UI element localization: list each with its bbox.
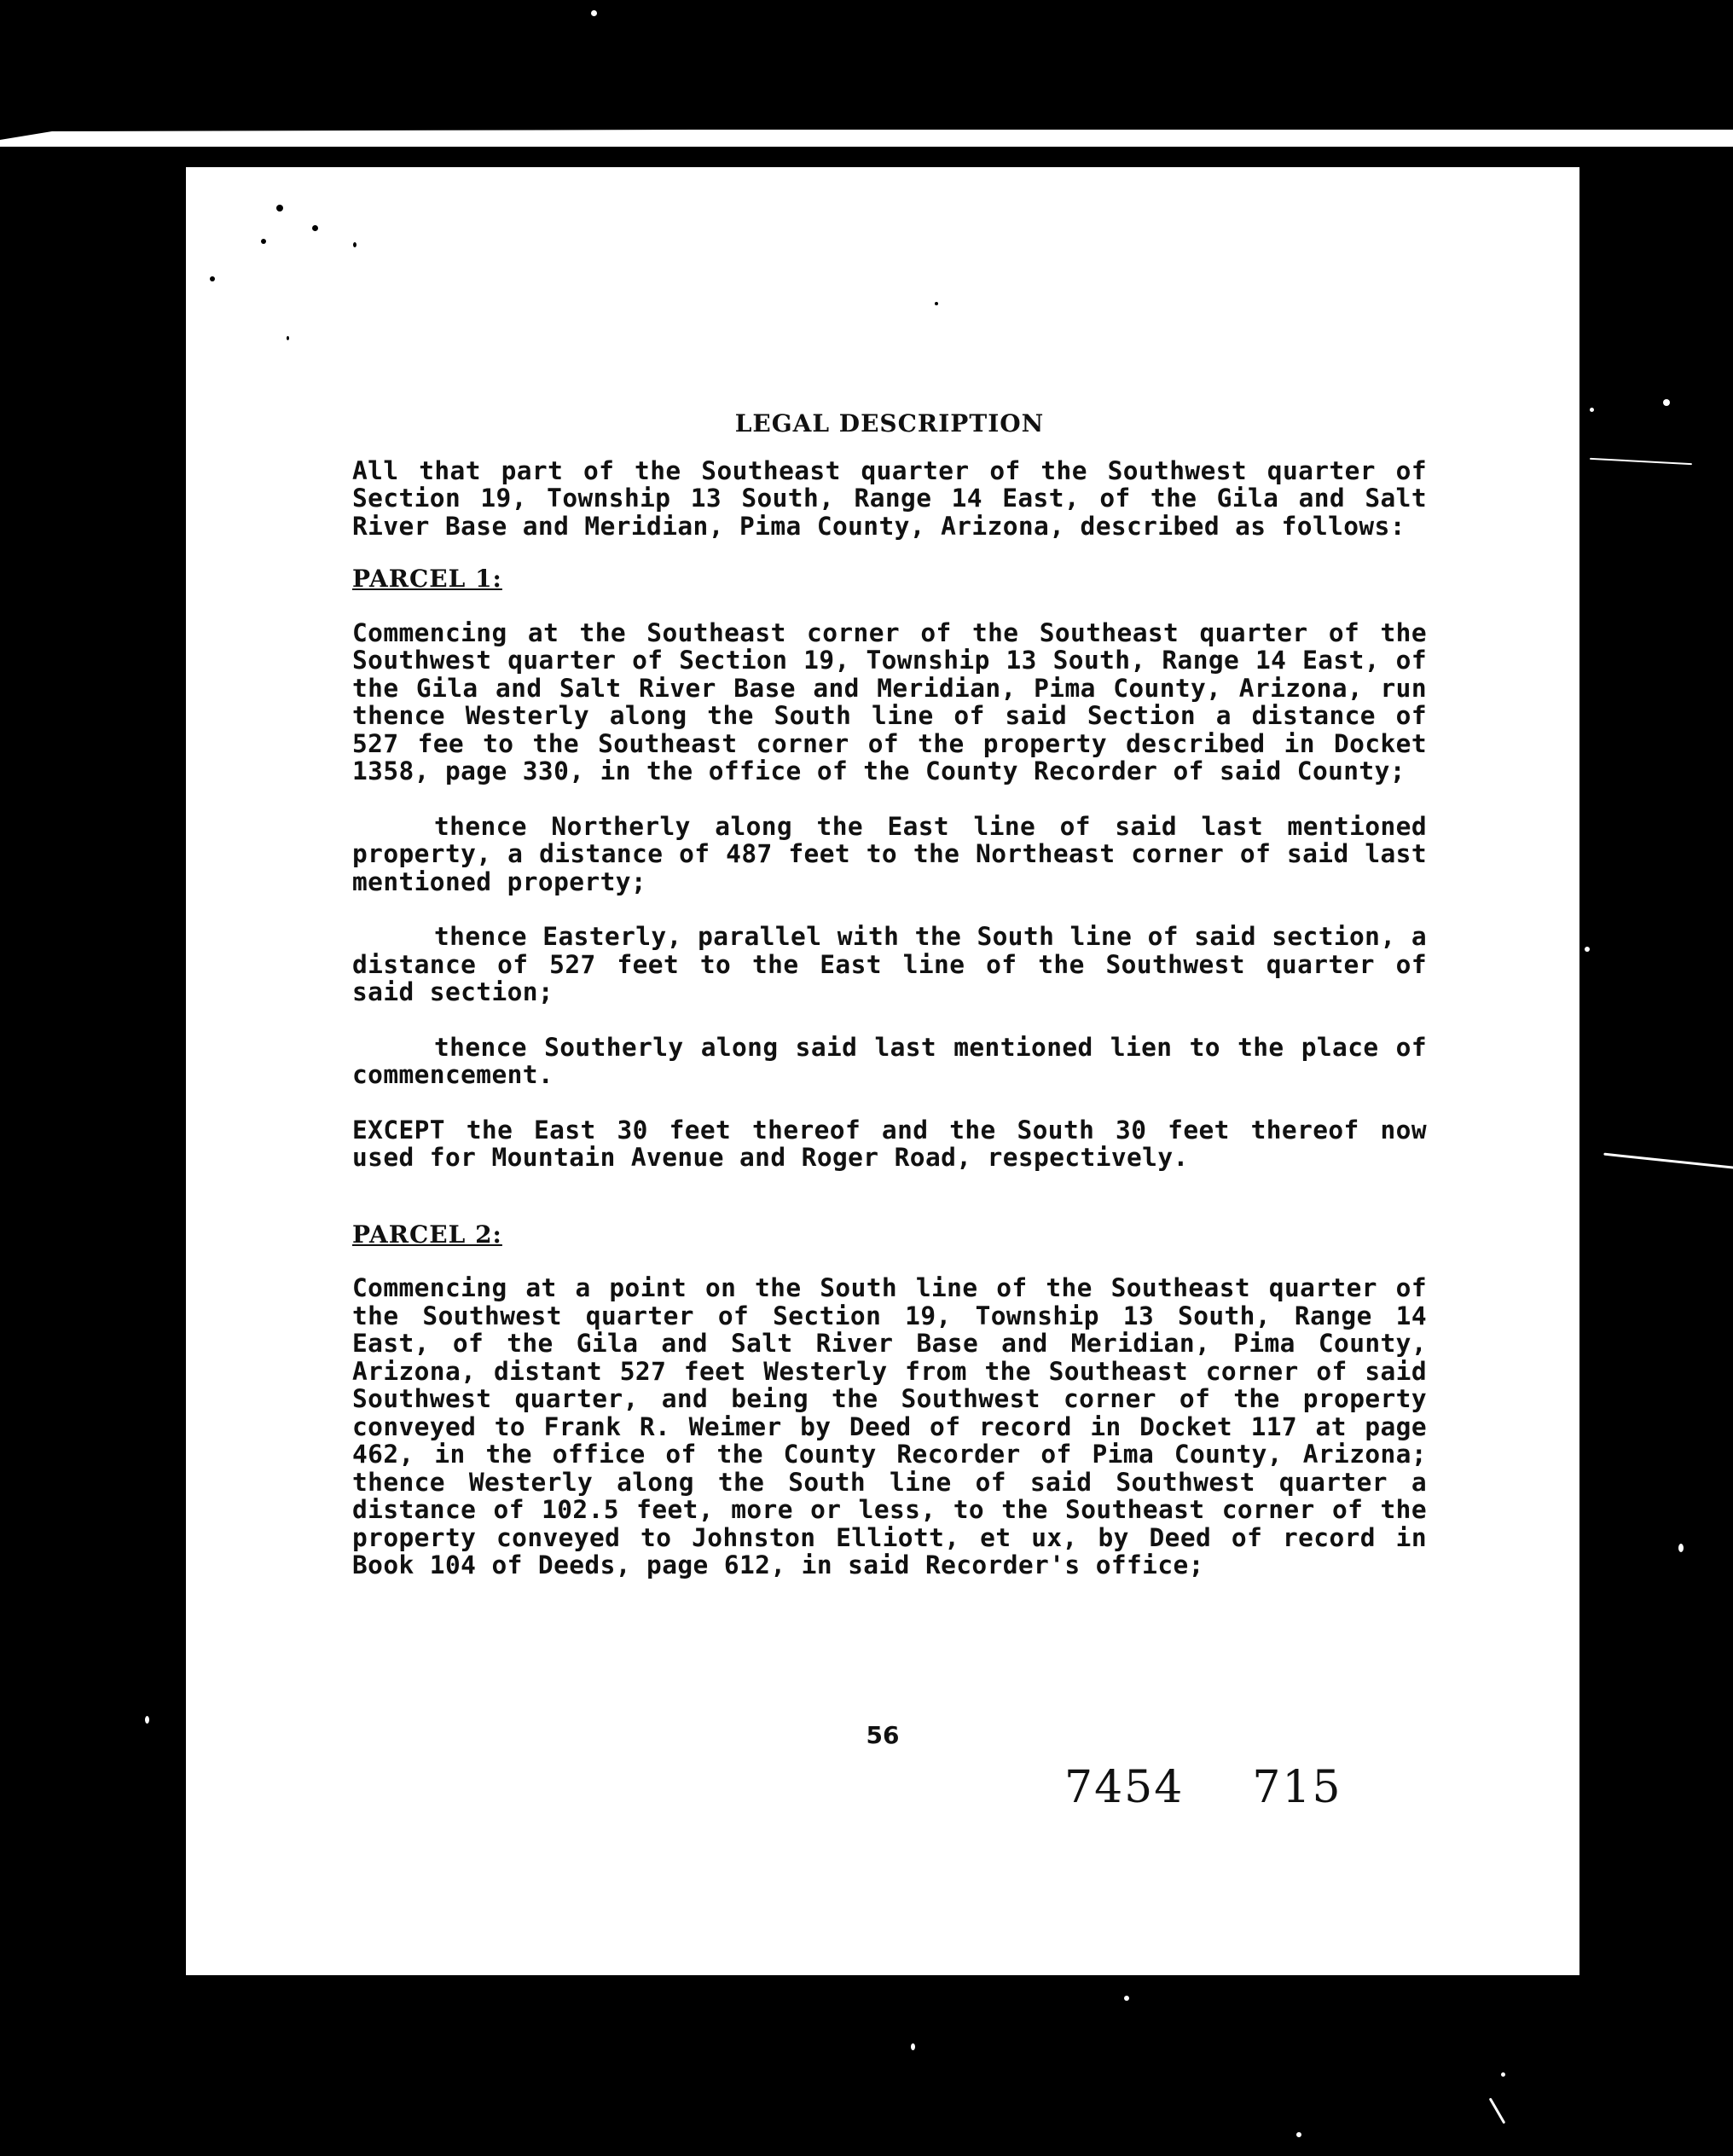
parcel-1-exception: EXCEPT the East 30 feet thereof and the South 30 feet thereof now used for Mountain Avenue and Roger Road, respectively. (352, 1115, 1427, 1172)
page-speck (287, 336, 289, 340)
scan-speck (1501, 2072, 1505, 2077)
page-speck (210, 276, 215, 281)
parcel-1-paragraph: thence Easterly, parallel with the South line of said section, a distance of 527 feet to the East line of the Southwest quarter of said section; (352, 922, 1427, 1006)
scan-edge-strip (0, 130, 1733, 147)
docket-number: 7454 (1064, 1762, 1185, 1813)
docket-stamp (1064, 1762, 1342, 1813)
intro-paragraph: All that part of the Southeast quarter of the Southwest quarter of Section 19, Township 13 South, Range 14 East, of the Gila and Salt River Base and Meridian, Pima County, Arizona, described as follows: (352, 455, 1427, 541)
docket-page: 715 (1252, 1762, 1342, 1813)
scan-speck (1678, 1544, 1684, 1552)
scan-speck (1124, 1996, 1129, 2001)
scan-speck (1590, 408, 1594, 412)
scan-speck (591, 10, 597, 16)
document-title: LEGAL DESCRIPTION (734, 409, 1045, 438)
page-speck (276, 205, 283, 212)
scan-speck (1489, 2098, 1506, 2124)
document-body (352, 410, 1427, 1579)
scan-speck (145, 1716, 149, 1724)
page-number: 56 (866, 1721, 900, 1749)
scan-speck (1585, 947, 1590, 952)
document-page (186, 167, 1579, 1975)
parcel-2-heading: PARCEL 2: (352, 1220, 502, 1249)
scan-speck (1590, 458, 1692, 465)
parcel-2-paragraph: Commencing at a point on the South line of the Southeast quarter of the Southwest quarter of Section 19, Township 13 South, Range 14 East, of the Gila and Salt River Base and Meridian, Pima County, Arizona, distant 527 feet Westerly from the Southeast corner of said Southwest quarter, and being the Southwest corner of the property conveyed to Frank R. Weimer by Deed of record in Docket 117 at page 462, in the office of the County Recorder of Pima County, Arizona; thence Westerly along the South line of said Southwest quarter a distance of 102.5 feet, more or less, to the Southeast corner of the property conveyed to Johnston Elliott, et ux, by Deed of record in Book 104 of Deeds, page 612, in said Recorder's office; (352, 1273, 1427, 1579)
scan-speck (1603, 1153, 1733, 1170)
parcel-1-paragraph: thence Northerly along the East line of said last mentioned property, a distance of 487 feet to the Northeast corner of said last mentioned property; (352, 811, 1427, 896)
page-speck (312, 225, 318, 231)
parcel-1-heading: PARCEL 1: (352, 565, 502, 593)
page-speck (353, 242, 356, 247)
page-speck (935, 302, 938, 305)
scan-speck (1296, 2132, 1301, 2137)
scan-speck (911, 2043, 915, 2050)
parcel-1-paragraph: Commencing at the Southeast corner of the Southeast quarter of the Southwest quarter of Section 19, Township 13 South, Range 14 East, of the Gila and Salt River Base and Meridian, Pima County, Arizona, run thence Westerly along the South line of said Section a distance of 527 fee to the Southeast corner of the property described in Docket 1358, page 330, in the office of the County Recorder of said County; (352, 617, 1427, 785)
scan-speck (1663, 399, 1670, 406)
page-speck (261, 239, 266, 244)
parcel-1-paragraph: thence Southerly along said last mentioned lien to the place of commencement. (352, 1032, 1427, 1089)
